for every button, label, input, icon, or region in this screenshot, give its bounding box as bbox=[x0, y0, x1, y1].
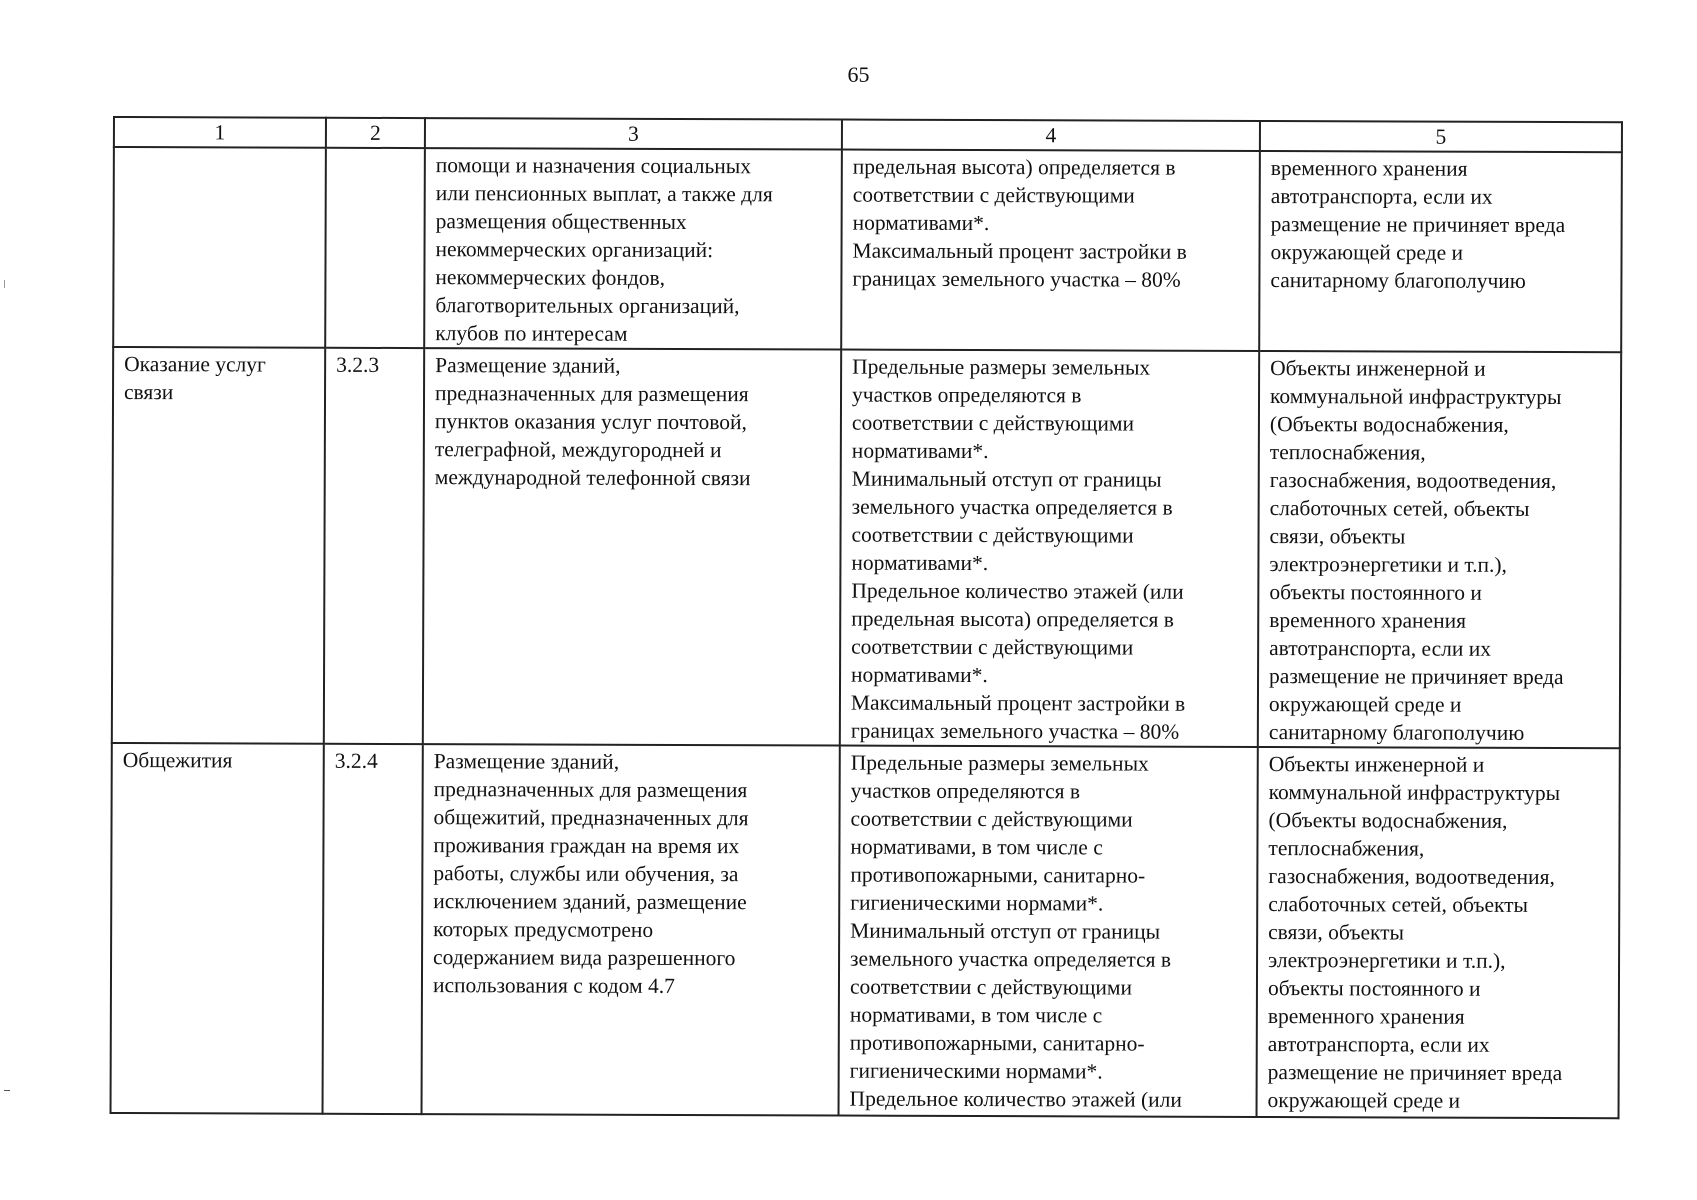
auxiliary-uses-cell: временного хранения автотранспорта, если их размещение не причиняет вреда окружающей среде и санитарному благополучию bbox=[1259, 151, 1622, 352]
document-table-wrapper bbox=[110, 116, 1621, 1119]
parameters-cell: Предельные размеры земельных участков определяются в соответствии с действующими нормативами, в том числе с противопожарными, санитарно- гигиеническими нормами*. Минимальный отступ от границы земельного участка определяется в соответствии с действующими нормативами, в том числе с противопожарными, санитарно- гигиеническими нормами*. Предельное количество этажей (или bbox=[839, 746, 1258, 1117]
use-description-cell: Размещение зданий, предназначенных для размещения общежитий, предназначенных для проживания граждан на время их работы, службы или обучения, за исключением зданий, размещение которых предусмотрено содержанием вида разрешенного использования с кодом 4.7 bbox=[422, 744, 840, 1115]
use-name-cell bbox=[113, 147, 326, 348]
column-header: 3 bbox=[425, 118, 842, 149]
table-row bbox=[112, 347, 1621, 748]
table-row bbox=[113, 147, 1622, 352]
use-code-cell: 3.2.4 bbox=[323, 744, 423, 1114]
column-header: 5 bbox=[1260, 121, 1622, 152]
use-name-cell: Оказание услуг связи bbox=[112, 347, 325, 744]
column-header: 4 bbox=[842, 120, 1260, 151]
land-use-table bbox=[110, 116, 1623, 1119]
page-number: 65 bbox=[847, 62, 870, 87]
use-code-cell: 3.2.3 bbox=[324, 348, 424, 744]
auxiliary-uses-cell: Объекты инженерной и коммунальной инфраструктуры (Объекты водоснабжения, теплоснабжения, газоснабжения, водоотведения, слаботочных сетей, объекты связи, объекты электроэнергетики и т.п.), объекты постоянного и временного хранения автотранспорта, если их размещение не причиняет вреда окружающей среде и санитарному благополучию bbox=[1258, 351, 1621, 748]
scan-mark bbox=[4, 1090, 10, 1091]
scan-mark bbox=[4, 280, 5, 288]
parameters-cell: Предельные размеры земельных участков определяются в соответствии с действующими нормативами*. Минимальный отступ от границы земельного участка определяется в соответствии с действующими нормативами*. Предельное количество этажей (или предельная высота) определяется в соответствии с действующими нормативами*. Максимальный процент застройки в границах земельного участка – 80% bbox=[840, 350, 1259, 747]
use-name-cell: Общежития bbox=[111, 743, 324, 1114]
use-description-cell: Размещение зданий, предназначенных для размещения пунктов оказания услуг почтовой, телеграфной, междугородней и международной телефонной связи bbox=[423, 348, 841, 745]
column-header: 2 bbox=[326, 118, 425, 148]
table-row bbox=[111, 743, 1620, 1118]
use-code-cell bbox=[325, 148, 425, 348]
use-description-cell: помощи и назначения социальных или пенсионных выплат, а также для размещения общественных некоммерческих организаций: некоммерческих фондов, благотворительных организаций, клубов по интересам bbox=[424, 148, 842, 349]
auxiliary-uses-cell: Объекты инженерной и коммунальной инфраструктуры (Объекты водоснабжения, теплоснабжения, газоснабжения, водоотведения, слаботочных сетей, объекты связи, объекты электроэнергетики и т.п.), объекты постоянного и временного хранения автотранспорта, если их размещение не причиняет вреда окружающей среде и bbox=[1257, 747, 1620, 1118]
parameters-cell: предельная высота) определяется в соответствии с действующими нормативами*. Максимальный процент застройки в границах земельного участка – 80% bbox=[841, 150, 1260, 351]
column-header: 1 bbox=[114, 117, 326, 148]
